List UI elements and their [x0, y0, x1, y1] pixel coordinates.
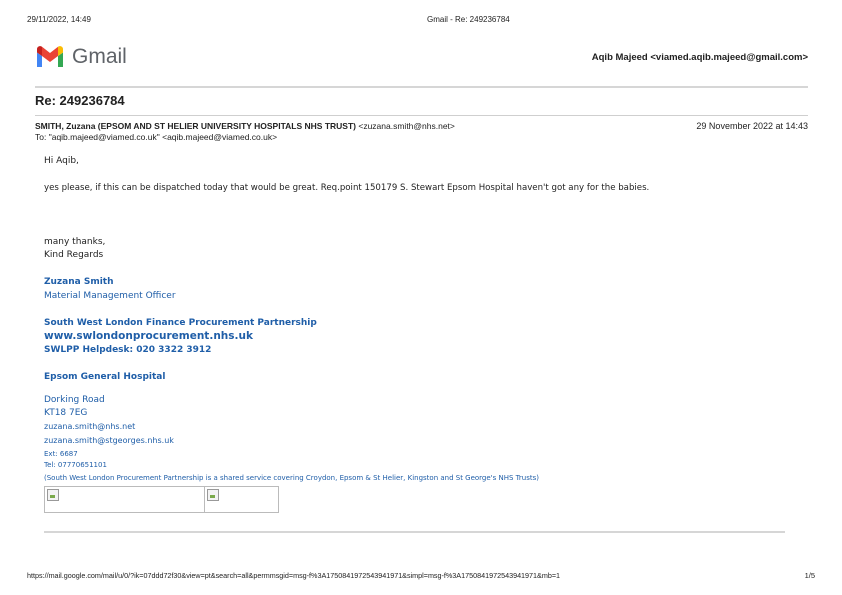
subject-heading: Re: 249236784 — [35, 93, 125, 108]
broken-image-icon — [207, 489, 219, 501]
signature-email-link[interactable]: zuzana.smith@nhs.net — [44, 422, 136, 431]
print-datetime: 29/11/2022, 14:49 — [27, 15, 91, 24]
gmail-logo-icon — [35, 45, 65, 68]
signature-hospital: Epsom General Hospital — [44, 372, 166, 382]
account-label: Aqib Majeed <viamed.aqib.majeed@gmail.com> — [591, 52, 808, 63]
signature-address-line2: KT18 7EG — [44, 408, 88, 418]
print-page-number: 1/5 — [804, 571, 815, 580]
signature-website-link[interactable]: www.swlondonprocurement.nhs.uk — [44, 330, 253, 342]
sender-email: <zuzana.smith@nhs.net> — [358, 121, 455, 131]
greeting: Hi Aqib, — [44, 156, 79, 166]
divider — [44, 531, 785, 533]
message-body: yes please, if this can be dispatched today that would be great. Req.point 150179 S. Stewart Epsom Hospital haven't got any for the babies. — [44, 183, 650, 193]
signature-helpdesk: SWLPP Helpdesk: 020 3322 3912 — [44, 345, 212, 355]
closing-regards: Kind Regards — [44, 250, 104, 260]
broken-image-icon — [47, 489, 59, 501]
message-date: 29 November 2022 at 14:43 — [696, 121, 808, 131]
signature-address-line1: Dorking Road — [44, 395, 105, 405]
gmail-wordmark: Gmail — [72, 45, 127, 68]
signature-ext: Ext: 6687 — [44, 450, 78, 458]
signature-note: (South West London Procurement Partnership is a shared service covering Croydon, Epsom & St Helier, Kingston and St George's NHS Trusts) — [44, 474, 539, 482]
signature-image-placeholder — [44, 486, 205, 513]
signature-email-link[interactable]: zuzana.smith@stgeorges.nhs.uk — [44, 436, 174, 445]
sender-line — [35, 121, 455, 131]
signature-image-placeholder — [204, 486, 279, 513]
sender-name: SMITH, Zuzana (EPSOM AND ST HELIER UNIVERSITY HOSPITALS NHS TRUST) — [35, 121, 356, 131]
print-title: Gmail - Re: 249236784 — [427, 15, 510, 24]
signature-tel: Tel: 07770651101 — [44, 461, 107, 469]
recipient-line: To: "aqib.majeed@viamed.co.uk" <aqib.majeed@viamed.co.uk> — [35, 132, 278, 142]
closing-thanks: many thanks, — [44, 237, 106, 247]
signature-role: Material Management Officer — [44, 291, 176, 301]
signature-org: South West London Finance Procurement Partnership — [44, 318, 317, 328]
signature-name: Zuzana Smith — [44, 277, 114, 287]
print-url: https://mail.google.com/mail/u/0/?ik=07ddd72f30&view=pt&search=all&permmsgid=msg-f%3A1750841972543941971&simpl=msg-f%3A1750841972543941971&mb=1 — [27, 571, 561, 580]
divider — [35, 86, 808, 88]
divider — [35, 115, 808, 116]
